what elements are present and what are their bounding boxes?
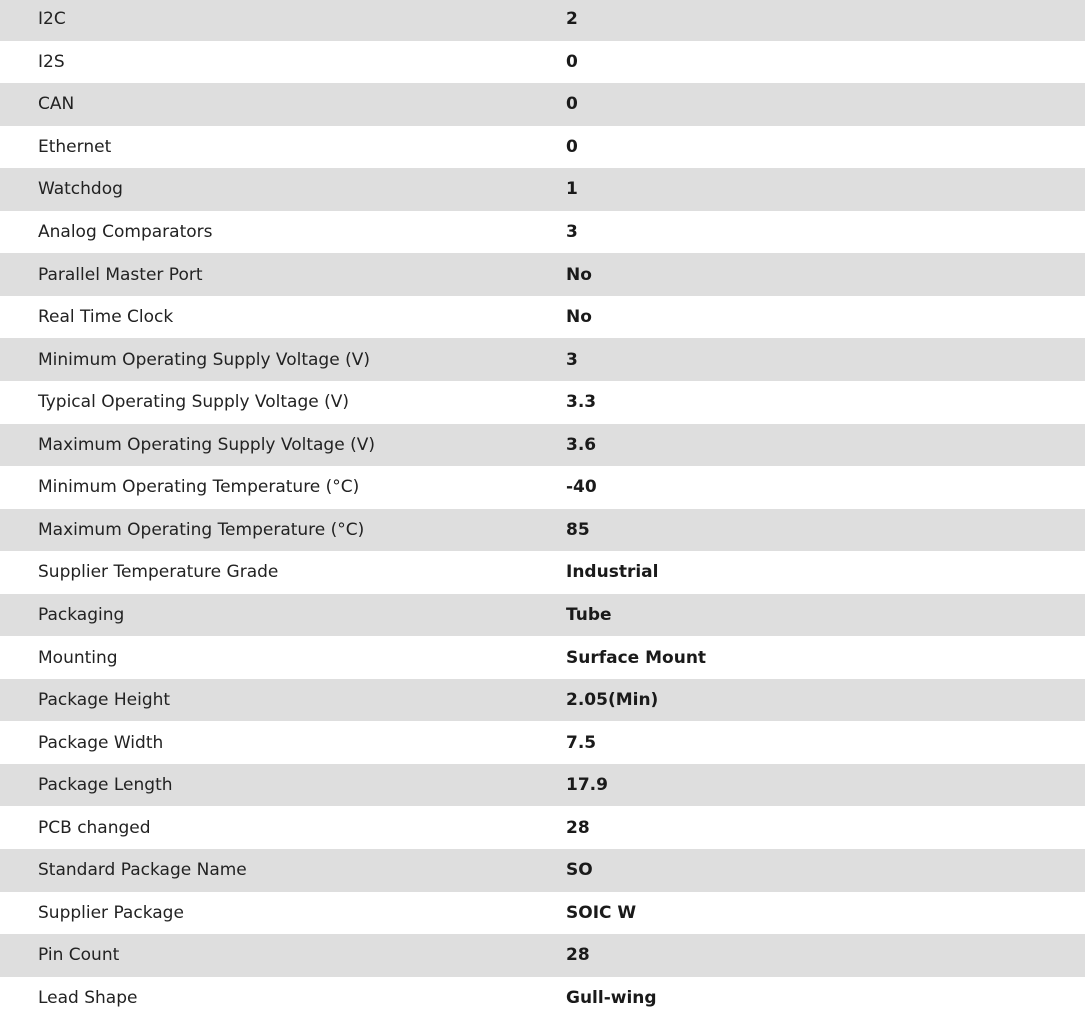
spec-label: Maximum Operating Temperature (°C)	[38, 519, 365, 540]
table-row	[0, 806, 1085, 849]
table-row	[0, 168, 1085, 211]
spec-label: PCB changed	[38, 817, 151, 838]
spec-label: Minimum Operating Temperature (°C)	[38, 477, 360, 498]
spec-value: 2	[566, 9, 578, 30]
spec-label: CAN	[38, 94, 75, 115]
spec-value: 7.5	[566, 732, 597, 753]
table-row	[0, 0, 1085, 41]
spec-label: I2S	[38, 51, 65, 72]
spec-value: 3	[566, 349, 578, 370]
spec-label: I2C	[38, 9, 66, 30]
spec-value: 3	[566, 222, 578, 242]
table-row	[0, 892, 1085, 935]
table-row	[0, 679, 1085, 722]
spec-value: 0	[566, 136, 578, 157]
spec-value: 0	[566, 94, 578, 115]
spec-label: Supplier Temperature Grade	[38, 562, 279, 583]
table-row	[0, 551, 1085, 594]
spec-label: Pin Count	[38, 945, 120, 966]
spec-label: Packaging	[38, 604, 125, 625]
spec-value: 85	[566, 519, 590, 540]
table-row	[0, 636, 1085, 679]
spec-label: Standard Package Name	[38, 860, 247, 881]
table-row	[0, 849, 1085, 892]
spec-label: Package Length	[38, 775, 173, 796]
spec-label: Parallel Master Port	[38, 264, 203, 285]
table-row	[0, 83, 1085, 126]
spec-value: -40	[566, 477, 597, 498]
spec-label: Mounting	[38, 647, 118, 668]
spec-value: 3.3	[566, 392, 597, 413]
table-row	[0, 211, 1085, 254]
spec-value: 28	[566, 817, 590, 838]
table-row	[0, 509, 1085, 552]
spec-value: SO	[566, 860, 593, 881]
table-row	[0, 126, 1085, 169]
table-row	[0, 934, 1085, 977]
spec-value: 28	[566, 945, 590, 966]
table-row	[0, 424, 1085, 467]
spec-value: 1	[566, 179, 578, 200]
table-row	[0, 253, 1085, 296]
table-row	[0, 764, 1085, 807]
spec-label: Watchdog	[38, 179, 123, 200]
spec-value: No	[566, 307, 592, 328]
spec-value: Tube	[566, 604, 612, 625]
table-row	[0, 381, 1085, 424]
spec-label: Lead Shape	[38, 987, 138, 1008]
spec-value: 0	[566, 51, 578, 72]
spec-label: Package Height	[38, 690, 171, 711]
spec-value: No	[566, 264, 592, 285]
spec-label: Minimum Operating Supply Voltage (V)	[38, 349, 370, 370]
spec-value: SOIC W	[566, 902, 637, 923]
spec-label: Maximum Operating Supply Voltage (V)	[38, 434, 375, 455]
table-row	[0, 466, 1085, 509]
spec-value: Gull-wing	[566, 987, 657, 1008]
spec-label: Analog Comparators	[38, 222, 213, 242]
spec-label: Package Width	[38, 732, 164, 753]
table-row	[0, 721, 1085, 764]
table-row	[0, 296, 1085, 339]
spec-value: 2.05(Min)	[566, 690, 659, 711]
spec-label: Ethernet	[38, 136, 112, 157]
spec-value: 17.9	[566, 775, 608, 796]
spec-label: Supplier Package	[38, 902, 184, 923]
spec-value: 3.6	[566, 434, 597, 455]
spec-value: Surface Mount	[566, 647, 707, 668]
table-row	[0, 594, 1085, 637]
spec-label: Typical Operating Supply Voltage (V)	[38, 392, 349, 413]
table-row	[0, 338, 1085, 381]
spec-value: Industrial	[566, 562, 659, 583]
spec-label: Real Time Clock	[38, 307, 174, 328]
table-row	[0, 41, 1085, 84]
table-row	[0, 977, 1085, 1017]
